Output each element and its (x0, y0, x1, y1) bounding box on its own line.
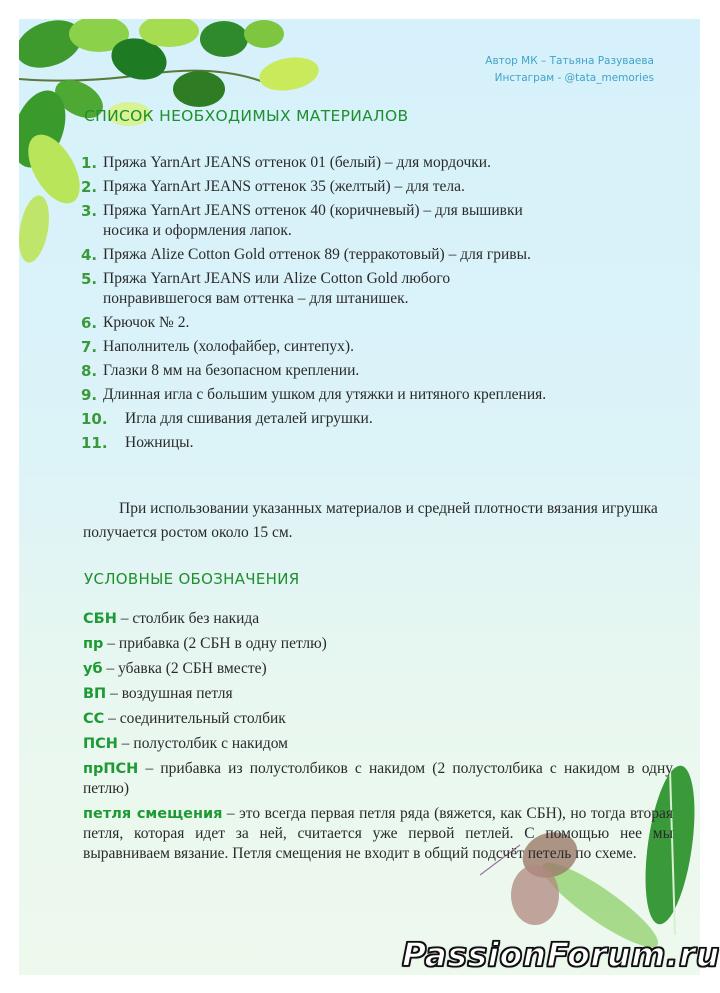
item-text: Глазки 8 мм на безопасном креплении. (103, 362, 360, 379)
list-item (81, 431, 681, 455)
legend-desc: – полустолбик с накидом (117, 735, 288, 752)
legend-item (83, 804, 673, 864)
list-item (81, 407, 681, 431)
legend-abbr: СБН (83, 611, 117, 627)
legend-heading: УСЛОВНЫЕ ОБОЗНАЧЕНИЯ (84, 570, 300, 588)
site-watermark: PassionForum.ru (402, 935, 720, 974)
item-number: 6. (81, 314, 98, 332)
legend-item (83, 709, 673, 729)
item-number: 1. (81, 154, 98, 172)
materials-heading: СПИСОК НЕОБХОДИМЫХ МАТЕРИАЛОВ (84, 107, 409, 125)
list-item (81, 151, 681, 175)
item-text: Наполнитель (холофайбер, синтепух). (103, 338, 354, 355)
list-item (81, 175, 681, 199)
abbreviation-legend (83, 609, 673, 869)
item-number: 2. (81, 178, 98, 196)
legend-desc: – столбик без накида (116, 610, 260, 627)
item-text: Пряжа Alize Cotton Gold оттенок 89 (терракотовый) – для гривы. (103, 246, 531, 263)
item-number: 5. (81, 270, 98, 288)
item-text: Пряжа YarnArt JEANS оттенок 40 (коричневый) – для вышивки носика и оформления лапок. (103, 202, 523, 239)
legend-item (83, 609, 673, 629)
legend-desc: – соединительный столбик (104, 710, 286, 727)
legend-abbr: прПСН (83, 761, 139, 777)
item-text: Игла для сшивания деталей игрушки. (125, 410, 373, 427)
list-item (81, 383, 681, 407)
legend-abbr: пр (83, 636, 104, 652)
item-text: Ножницы. (125, 434, 194, 451)
size-note: При использовании указанных материалов и средней плотности вязания игрушка получается ростом около 15 см. (83, 500, 658, 541)
list-item (81, 243, 681, 267)
list-item (81, 311, 681, 335)
item-text: Крючок № 2. (103, 314, 190, 331)
legend-item (83, 684, 673, 704)
item-number: 4. (81, 246, 98, 264)
legend-desc: – убавка (2 СБН вместе) (102, 660, 267, 677)
legend-abbr: ВП (83, 686, 107, 702)
document-page (19, 19, 700, 975)
legend-abbr: ПСН (83, 736, 118, 752)
list-item (81, 199, 681, 243)
legend-item (83, 759, 673, 799)
item-number: 8. (81, 362, 98, 380)
legend-abbr: СС (83, 711, 105, 727)
author-credit (485, 53, 654, 87)
materials-list (81, 151, 681, 455)
item-text: Пряжа YarnArt JEANS или Alize Cotton Gold любого понравившегося вам оттенка – для штанишек. (103, 270, 451, 307)
list-item (81, 267, 681, 311)
legend-abbr: уб (83, 661, 103, 677)
legend-desc: – это всегда первая петля ряда (вяжется, как СБН), но тогда вторая петля, которая идет за ней, считается уже первой петлей. С помощью нее мы выравниваем вязание. Петля смещения не входит в общий подсчёт петель по схеме. (83, 805, 673, 862)
item-text: Пряжа YarnArt JEANS оттенок 35 (желтый) – для тела. (103, 178, 465, 195)
list-item (81, 335, 681, 359)
legend-desc: – прибавка из полустолбиков с накидом (2 полустолбика с накидом в одну петлю) (83, 760, 673, 797)
legend-item (83, 734, 673, 754)
legend-item (83, 634, 673, 654)
author-name: Автор МК – Татьяна Разуваева (485, 55, 654, 67)
legend-item (83, 659, 673, 679)
item-number: 3. (81, 202, 98, 220)
item-number: 7. (81, 338, 98, 356)
item-text: Пряжа YarnArt JEANS оттенок 01 (белый) – для мордочки. (103, 154, 491, 171)
legend-abbr: петля смещения (83, 806, 223, 822)
item-text: Длинная игла с большим ушком для утяжки и нитяного крепления. (103, 386, 547, 403)
author-instagram: Инстаграм - @tata_memories (494, 72, 654, 84)
item-number: 9. (81, 386, 98, 404)
legend-desc: – прибавка (2 СБН в одну петлю) (103, 635, 327, 652)
legend-desc: – воздушная петля (106, 685, 233, 702)
item-number: 11. (81, 434, 108, 452)
item-number: 10. (81, 410, 108, 428)
list-item (81, 359, 681, 383)
